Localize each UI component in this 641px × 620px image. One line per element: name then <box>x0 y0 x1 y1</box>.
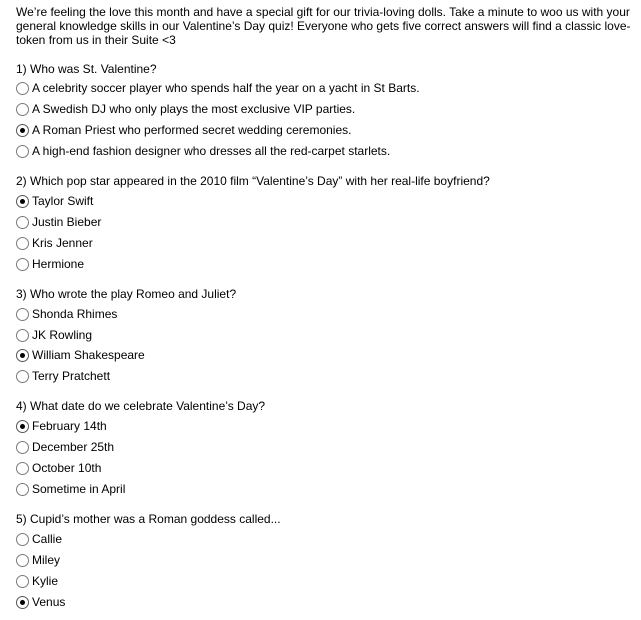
answer-label: Venus <box>32 595 66 609</box>
answer-option[interactable] <box>16 143 390 159</box>
question-text: 5) Cupid’s mother was a Roman goddess called... <box>16 512 281 526</box>
answer-option[interactable] <box>16 80 420 96</box>
answer-label: February 14th <box>32 419 107 433</box>
radio-button[interactable] <box>16 103 29 116</box>
radio-button[interactable] <box>16 124 29 137</box>
radio-button[interactable] <box>16 195 29 208</box>
answer-label: Hermione <box>32 257 85 271</box>
answer-option[interactable] <box>16 418 107 434</box>
answer-label: Shonda Rhimes <box>32 307 118 321</box>
radio-button[interactable] <box>16 533 29 546</box>
answer-option[interactable] <box>16 306 117 322</box>
answer-label: October 10th <box>32 461 102 475</box>
radio-button[interactable] <box>16 258 29 271</box>
answer-option[interactable] <box>16 573 58 589</box>
answer-option[interactable] <box>16 481 125 497</box>
radio-button[interactable] <box>16 308 29 321</box>
answer-label: Miley <box>32 553 61 567</box>
radio-button[interactable] <box>16 420 29 433</box>
answer-label: A celebrity soccer player who spends half the year on a yacht in St Barts. <box>32 81 420 95</box>
answer-label: December 25th <box>32 440 115 454</box>
answer-label: Taylor Swift <box>32 194 94 208</box>
radio-button[interactable] <box>16 441 29 454</box>
question-text: 4) What date do we celebrate Valentine’s Day? <box>16 399 266 413</box>
answer-label: JK Rowling <box>32 328 93 342</box>
radio-button[interactable] <box>16 329 29 342</box>
answer-label: A Swedish DJ who only plays the most exclusive VIP parties. <box>32 102 356 116</box>
answer-option[interactable] <box>16 122 351 138</box>
answer-option[interactable] <box>16 594 65 610</box>
radio-button[interactable] <box>16 145 29 158</box>
answer-label: Kris Jenner <box>32 236 93 250</box>
radio-button[interactable] <box>16 349 29 362</box>
answer-option[interactable] <box>16 214 101 230</box>
radio-button[interactable] <box>16 596 29 609</box>
radio-button[interactable] <box>16 575 29 588</box>
answer-option[interactable] <box>16 327 92 343</box>
answer-option[interactable] <box>16 439 114 455</box>
answer-label: Terry Pratchett <box>32 369 111 383</box>
radio-button[interactable] <box>16 82 29 95</box>
answer-option[interactable] <box>16 531 62 547</box>
answer-label: William Shakespeare <box>32 348 145 362</box>
question-text: 3) Who wrote the play Romeo and Juliet? <box>16 287 237 301</box>
answer-label: Callie <box>32 532 63 546</box>
answer-option[interactable] <box>16 460 101 476</box>
intro-text: We’re feeling the love this month and have a special gift for our trivia-loving dolls. Take a minute to woo us with your general knowledge skills in our Valentine’s Day quiz! Everyone who gets five correct answers will find a classic love-token from us in their Suite <3 <box>16 5 631 47</box>
answer-label: Justin Bieber <box>32 215 102 229</box>
answer-label: Kylie <box>32 574 59 588</box>
radio-button[interactable] <box>16 237 29 250</box>
answer-option[interactable] <box>16 347 145 363</box>
answer-option[interactable] <box>16 101 355 117</box>
answer-option[interactable] <box>16 193 93 209</box>
answer-label: A high-end fashion designer who dresses all the red-carpet starlets. <box>32 144 391 158</box>
answer-option[interactable] <box>16 368 110 384</box>
radio-button[interactable] <box>16 370 29 383</box>
radio-button[interactable] <box>16 216 29 229</box>
answer-option[interactable] <box>16 256 84 272</box>
question-text: 1) Who was St. Valentine? <box>16 62 157 76</box>
answer-label: Sometime in April <box>32 482 126 496</box>
radio-button[interactable] <box>16 483 29 496</box>
answer-label: A Roman Priest who performed secret wedding ceremonies. <box>32 123 352 137</box>
answer-option[interactable] <box>16 235 93 251</box>
answer-option[interactable] <box>16 552 60 568</box>
question-text: 2) Which pop star appeared in the 2010 film “Valentine’s Day” with her real-life boyfriend? <box>16 174 490 188</box>
radio-button[interactable] <box>16 554 29 567</box>
radio-button[interactable] <box>16 462 29 475</box>
